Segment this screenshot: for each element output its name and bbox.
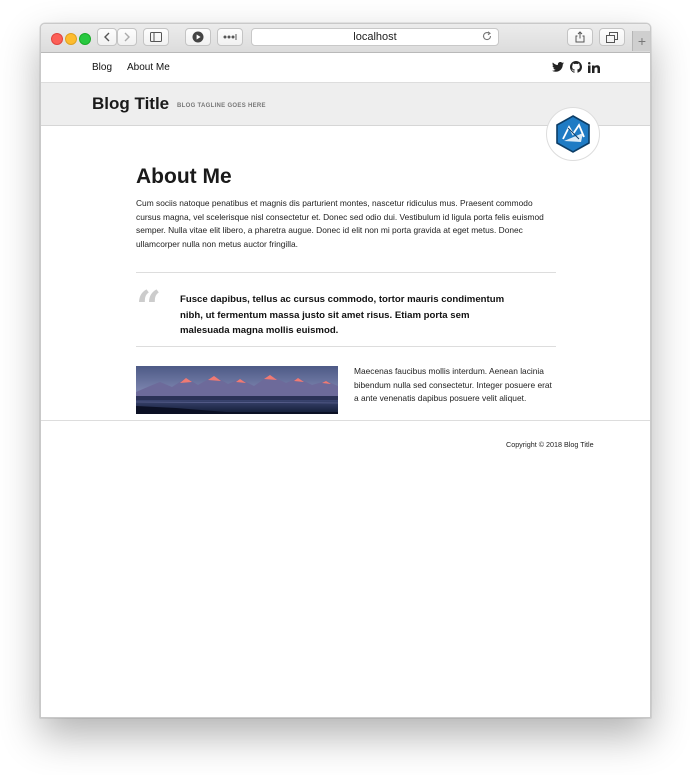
divider xyxy=(136,272,556,273)
web-page xyxy=(41,53,650,717)
share-button[interactable] xyxy=(567,28,593,46)
intro-paragraph: Cum sociis natoque penatibus et magnis dis parturient montes, nascetur ridiculus mus. Praesent commodo cursus magna, vel scelerisque nisl consectetur et. Donec sed odio dui. Vestibulum id ligula porta felis euismod semper. Nulla vitae elit libero, a pharetra augue. Donec id elit non mi porta gravida at eget metus. Donec ullamcorper nulla non metus auctor fringilla. xyxy=(136,198,544,249)
chevron-left-icon xyxy=(103,32,111,42)
chevron-right-icon xyxy=(123,32,131,42)
blog-title[interactable]: Blog Title xyxy=(92,94,170,113)
plus-icon: + xyxy=(637,33,647,49)
nav-link-about-me[interactable]: About Me xyxy=(127,62,170,73)
linkedin-icon[interactable] xyxy=(588,60,600,74)
more-dots-icon xyxy=(223,34,237,40)
tabs-icon xyxy=(606,32,618,43)
maximize-window-button[interactable] xyxy=(79,33,91,45)
logo-hexagon-icon xyxy=(554,115,592,153)
extensions-button[interactable] xyxy=(217,28,243,46)
reader-play-button[interactable] xyxy=(185,28,211,46)
forward-button[interactable] xyxy=(117,28,137,46)
back-button[interactable] xyxy=(97,28,117,46)
side-paragraph: Maecenas faucibus mollis interdum. Aenean lacinia bibendum nulla sed consectetur. Integer posuere erat a ante venenatis dapibus posuere velit aliquet. xyxy=(354,366,552,404)
address-bar[interactable] xyxy=(251,28,499,46)
play-icon xyxy=(192,31,204,43)
sidebar-icon xyxy=(150,32,162,42)
site-logo[interactable] xyxy=(546,107,600,161)
minimize-window-button[interactable] xyxy=(65,33,77,45)
blog-tagline: BLOG TAGLINE GOES HERE xyxy=(177,103,266,109)
address-text: localhost xyxy=(353,31,397,43)
mountain-photo xyxy=(136,366,338,414)
quote-mark-icon: “ xyxy=(136,282,162,333)
tabs-overview-button[interactable] xyxy=(599,28,625,46)
nav-link-blog[interactable]: Blog xyxy=(92,62,113,73)
twitter-icon[interactable] xyxy=(552,60,564,74)
reload-icon[interactable] xyxy=(482,31,492,44)
blockquote: Fusce dapibus, tellus ac cursus commodo, tortor mauris condimentum nibh, ut fermentum massa justo sit amet risus. Etiam porta sem malesuada magna mollis euismod. xyxy=(180,294,505,336)
top-nav xyxy=(41,53,650,83)
divider xyxy=(136,346,556,347)
browser-toolbar xyxy=(41,24,650,53)
sidebar-toggle-button[interactable] xyxy=(143,28,169,46)
close-window-button[interactable] xyxy=(51,33,63,45)
copyright-text: Copyright © 2018 Blog Title xyxy=(506,440,594,449)
github-icon[interactable] xyxy=(570,60,582,74)
new-tab-button[interactable] xyxy=(632,31,651,51)
footer-divider xyxy=(41,420,650,421)
browser-window xyxy=(40,23,651,718)
page-title: About Me xyxy=(136,165,232,188)
share-icon xyxy=(575,31,585,43)
